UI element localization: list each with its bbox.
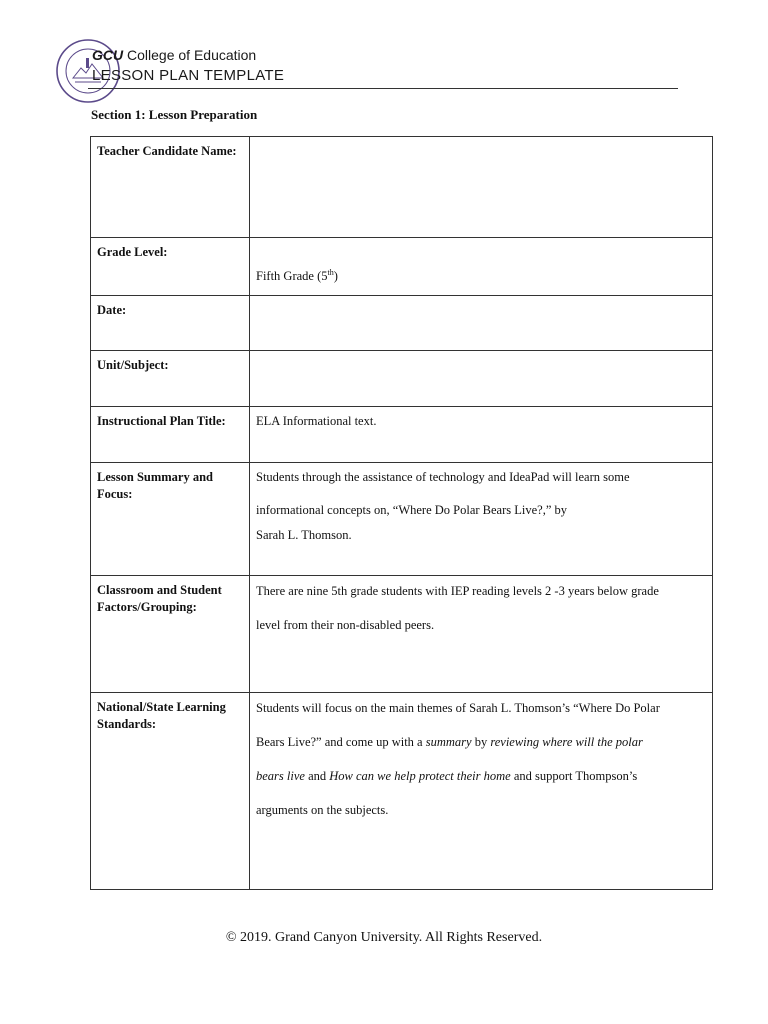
- lesson-plan-table: [90, 136, 713, 890]
- document-title: LESSON PLAN TEMPLATE: [92, 67, 285, 84]
- table-row: [91, 296, 713, 351]
- classroom-factors-label: Classroom and Student Factors/Grouping:: [91, 576, 250, 693]
- lesson-summary-label: Lesson Summary and Focus:: [91, 463, 250, 576]
- college-name: GCU College of Education: [92, 47, 257, 63]
- unit-subject-label: Unit/Subject:: [91, 351, 250, 407]
- plan-title-label: Instructional Plan Title:: [91, 407, 250, 463]
- learning-standards-label: National/State Learning Standards:: [91, 693, 250, 890]
- date-field[interactable]: [250, 296, 713, 351]
- plan-title-field[interactable]: ELA Informational text.: [250, 407, 713, 463]
- table-row: [91, 576, 713, 693]
- table-row: [91, 463, 713, 576]
- learning-standards-field[interactable]: Students will focus on the main themes of Sarah L. Thomson’s “Where Do Polar Bears Live?” and come up with a summary by reviewing where will the polar bears live and How can we help protect their home and support Thompson’s arguments on the subjects.: [250, 693, 713, 890]
- table-row: [91, 137, 713, 238]
- grade-level-label: Grade Level:: [91, 238, 250, 296]
- table-row: [91, 238, 713, 296]
- teacher-name-label: Teacher Candidate Name:: [91, 137, 250, 238]
- table-row: [91, 407, 713, 463]
- teacher-name-field[interactable]: [250, 137, 713, 238]
- copyright-footer: © 2019. Grand Canyon University. All Rights Reserved.: [225, 930, 543, 945]
- grade-level-field[interactable]: Fifth Grade (5th): [250, 238, 713, 296]
- unit-subject-field[interactable]: [250, 351, 713, 407]
- table-row: [91, 693, 713, 890]
- header-rule: [88, 88, 678, 89]
- table-row: [91, 351, 713, 407]
- section-heading: Section 1: Lesson Preparation: [91, 107, 258, 122]
- date-label: Date:: [91, 296, 250, 351]
- lesson-summary-field[interactable]: Students through the assistance of technology and IdeaPad will learn some informational concepts on, “Where Do Polar Bears Live?,” by Sarah L. Thomson.: [250, 463, 713, 576]
- classroom-factors-field[interactable]: There are nine 5th grade students with IEP reading levels 2 -3 years below grade level from their non-disabled peers.: [250, 576, 713, 693]
